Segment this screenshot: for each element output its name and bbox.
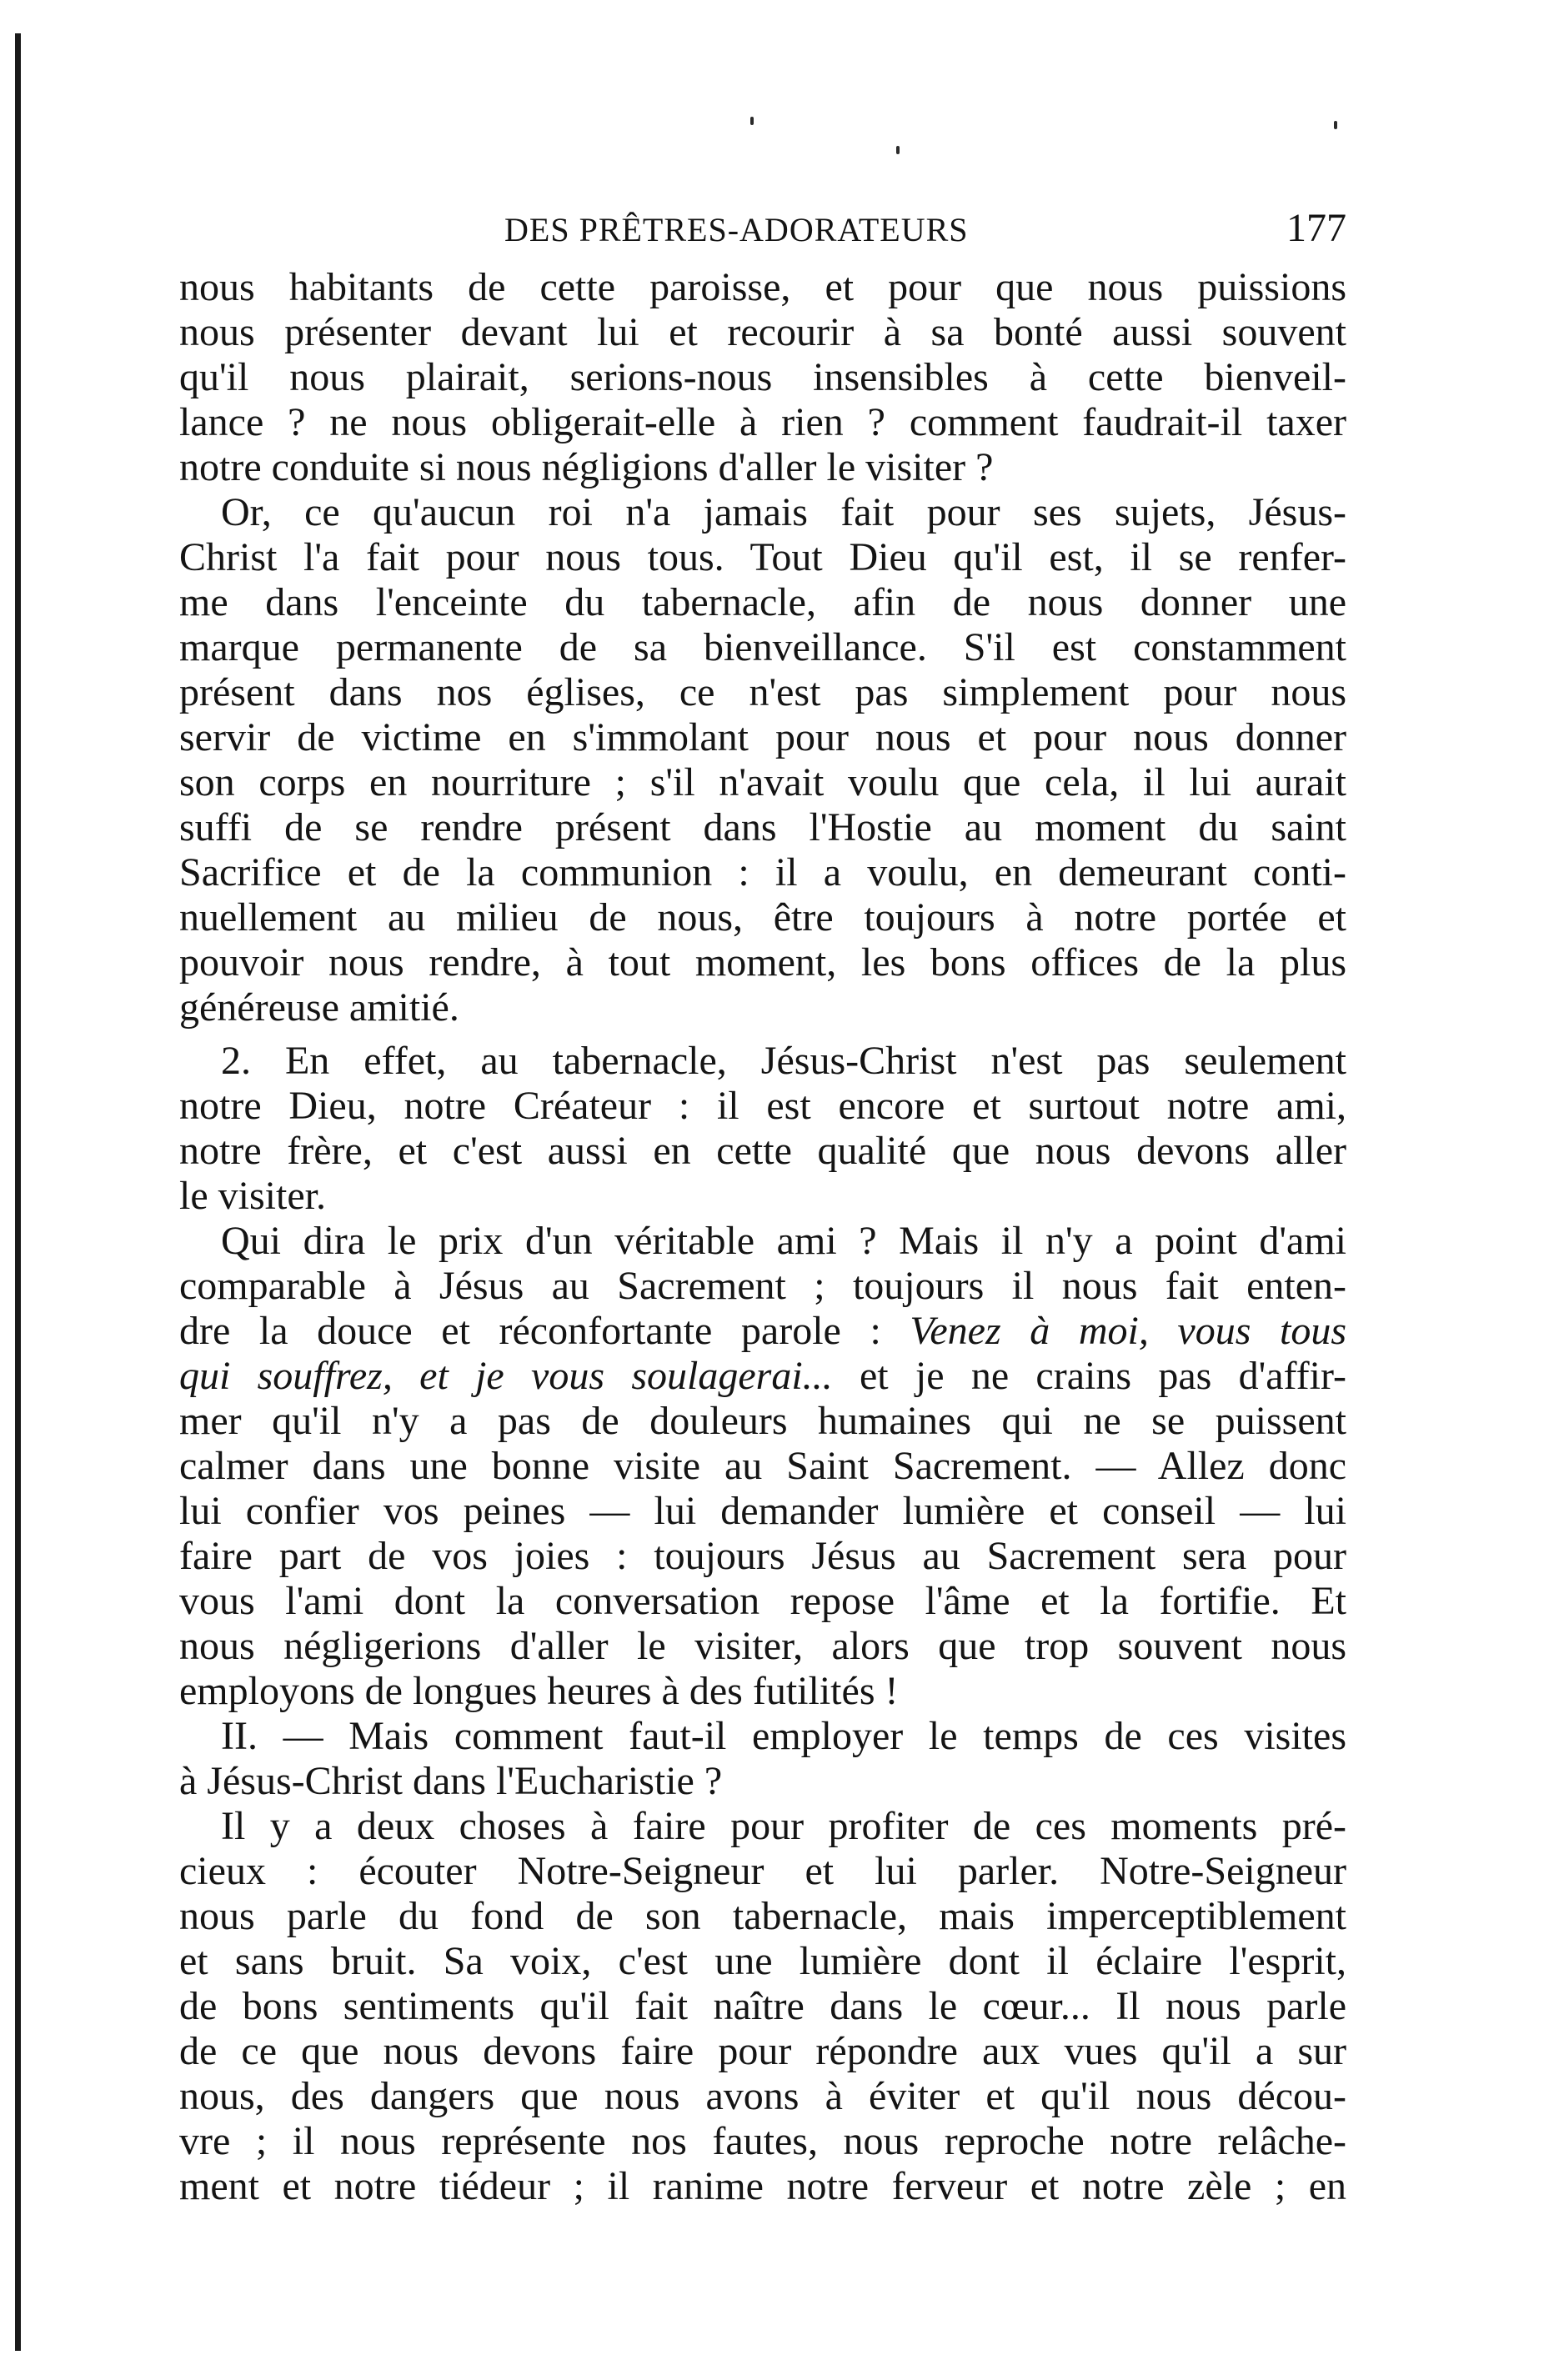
text-line: mer qu'il n'y a pas de douleurs humaines qui ne se puissent <box>179 1399 1346 1443</box>
text-line: notre conduite si nous négligions d'aller le visiter ? <box>179 445 994 489</box>
text-line: qu'il nous plairait, serions-nous insensibles à cette bienveil- <box>179 355 1346 399</box>
italic-quote: qui souffrez, et je vous soulagerai... <box>179 1354 833 1398</box>
text-line: Qui dira le prix d'un véritable ami ? Mais il n'y a point d'ami <box>221 1219 1346 1263</box>
paragraph <box>179 1039 1346 1219</box>
paragraph <box>179 1219 1346 1714</box>
text-line: et sans bruit. Sa voix, c'est une lumière dont il éclaire l'esprit, <box>179 1939 1346 1983</box>
paragraph <box>179 490 1346 1030</box>
text-line: pouvoir nous rendre, à tout moment, les bons offices de la plus <box>179 940 1346 985</box>
text-line: marque permanente de sa bienveillance. S'il est constamment <box>179 625 1346 669</box>
text-line: de ce que nous devons faire pour répondre aux vues qu'il a sur <box>179 2029 1346 2073</box>
text-line: suffi de se rendre présent dans l'Hostie au moment du saint <box>179 805 1346 849</box>
text-run: dre la douce et réconfortante parole : <box>179 1309 910 1353</box>
text-line: me dans l'enceinte du tabernacle, afin de nous donner une <box>179 580 1346 624</box>
text-line: employons de longues heures à des futilités ! <box>179 1669 899 1713</box>
paragraph-gap <box>179 1030 1346 1039</box>
page-number: 177 <box>1286 206 1346 250</box>
text-line: nous habitants de cette paroisse, et pour que nous puissions <box>179 265 1346 309</box>
text-line: Or, ce qu'aucun roi n'a jamais fait pour ses sujets, Jésus- <box>221 490 1346 534</box>
text-line: vous l'ami dont la conversation repose l'âme et la fortifie. Et <box>179 1579 1346 1623</box>
text-line: calmer dans une bonne visite au Saint Sacrement. — Allez donc <box>179 1444 1346 1488</box>
text-line: nous présenter devant lui et recourir à sa bonté aussi souvent <box>179 310 1346 354</box>
text-line: faire part de vos joies : toujours Jésus au Sacrement sera pour <box>179 1534 1346 1578</box>
text-line <box>179 1354 1346 1399</box>
text-line: II. — Mais comment faut-il employer le temps de ces visites <box>221 1714 1346 1758</box>
text-line: nous, des dangers que nous avons à éviter et qu'il nous décou- <box>179 2074 1346 2118</box>
text-line: comparable à Jésus au Sacrement ; toujours il nous fait enten- <box>179 1264 1346 1308</box>
text-line: vre ; il nous représente nos fautes, nous reproche notre relâche- <box>179 2119 1346 2163</box>
text-line: nuellement au milieu de nous, être toujours à notre portée et <box>179 895 1346 939</box>
text-line: son corps en nourriture ; s'il n'avait voulu que cela, il lui aurait <box>179 760 1346 804</box>
text-line: lui confier vos peines — lui demander lumière et conseil — lui <box>179 1489 1346 1533</box>
page-binding-edge <box>15 33 21 2351</box>
text-line: nous négligerions d'aller le visiter, alors que trop souvent nous <box>179 1624 1346 1668</box>
text-line: de bons sentiments qu'il fait naître dans le cœur... Il nous parle <box>179 1984 1346 2028</box>
text-line: lance ? ne nous obligerait-elle à rien ? comment faudrait-il taxer <box>179 400 1346 444</box>
text-line: notre Dieu, notre Créateur : il est encore et surtout notre ami, <box>179 1084 1346 1128</box>
text-line: généreuse amitié. <box>179 985 459 1030</box>
text-line: servir de victime en s'immolant pour nous et pour nous donner <box>179 715 1346 759</box>
running-head <box>179 200 1346 265</box>
text-line: Sacrifice et de la communion : il a voulu, en demeurant conti- <box>179 850 1346 894</box>
scan-speck <box>750 117 754 125</box>
scan-speck <box>896 146 900 154</box>
text-run: et je ne crains pas d'affir- <box>832 1354 1347 1398</box>
body-text <box>179 265 1346 2209</box>
text-line <box>179 1309 1346 1354</box>
text-line: présent dans nos églises, ce n'est pas simplement pour nous <box>179 670 1346 714</box>
text-line: à Jésus-Christ dans l'Eucharistie ? <box>179 1759 723 1803</box>
paragraph <box>179 265 1346 490</box>
paragraph <box>179 1804 1346 2209</box>
text-line: ment et notre tiédeur ; il ranime notre ferveur et notre zèle ; en <box>179 2164 1346 2208</box>
scan-speck <box>1334 121 1337 129</box>
italic-quote: Venez à moi, vous tous <box>910 1309 1346 1353</box>
running-title: DES PRÊTRES-ADORATEURS <box>504 211 969 248</box>
text-line: notre frère, et c'est aussi en cette qualité que nous devons aller <box>179 1129 1346 1173</box>
text-line: nous parle du fond de son tabernacle, mais imperceptiblement <box>179 1894 1346 1938</box>
text-line: Christ l'a fait pour nous tous. Tout Dieu qu'il est, il se renfer- <box>179 535 1346 579</box>
paragraph <box>179 1714 1346 1804</box>
text-line: cieux : écouter Notre-Seigneur et lui parler. Notre-Seigneur <box>179 1849 1346 1893</box>
text-line: le visiter. <box>179 1174 326 1218</box>
text-line: Il y a deux choses à faire pour profiter de ces moments pré- <box>221 1804 1346 1848</box>
text-line: 2. En effet, au tabernacle, Jésus-Christ n'est pas seulement <box>221 1039 1346 1083</box>
book-page <box>179 200 1346 2209</box>
